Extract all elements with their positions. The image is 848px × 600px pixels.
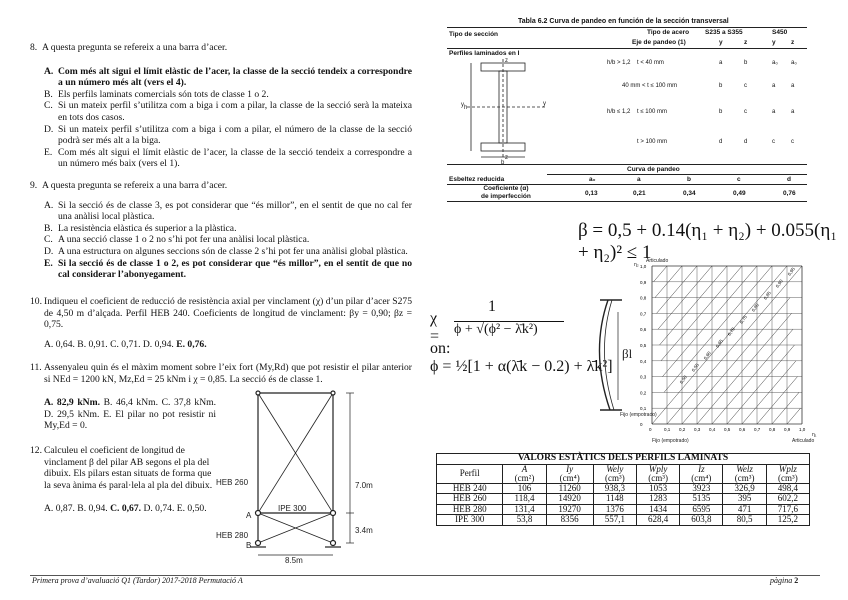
- chart-x-tick: 0,3: [694, 427, 701, 432]
- chart-curve-label: 0,55: [690, 362, 700, 373]
- frame-dim-w: 8.5m: [285, 556, 303, 565]
- chart-iso-line: [727, 345, 795, 424]
- profiles-row: [437, 483, 810, 494]
- q9-option-letter: A.: [44, 199, 54, 211]
- profiles-header-symbol: Iz: [698, 463, 705, 474]
- frame-node-a: A: [246, 511, 252, 520]
- row-curve-value: a₀: [772, 60, 778, 66]
- profiles-cell: 628,4: [636, 515, 679, 526]
- profiles-title: VALORS ESTÀTICS DELS PERFILS LAMINATS: [437, 454, 810, 465]
- question-12-number: 12.: [30, 445, 42, 456]
- chart-curve-label: 0,65: [714, 338, 724, 349]
- profiles-cell: 19270: [546, 504, 593, 515]
- q8-option-d: [44, 124, 412, 147]
- question-8-options: [44, 66, 412, 170]
- row-thickness: 40 mm < t ≤ 100 mm: [622, 83, 678, 89]
- q9-option-letter: C.: [44, 234, 53, 246]
- coef-label-2: de imperfección: [481, 192, 531, 200]
- q8-option-e: [44, 147, 412, 170]
- table-6-2-steel-a: S235 a S355: [705, 29, 743, 36]
- row-curve-value: c: [772, 139, 775, 145]
- profiles-header-unit: (cm³): [778, 472, 798, 483]
- chart-x-tick: 0,2: [679, 427, 686, 432]
- i-profile-drawing: [457, 58, 557, 166]
- chart-x-tick: 0,9: [784, 427, 791, 432]
- profiles-cell: 603,8: [680, 515, 723, 526]
- chart-x-tick: 1,0: [799, 427, 806, 432]
- question-9-number: 9.: [30, 180, 38, 191]
- row-thickness: t ≤ 100 mm: [637, 109, 667, 115]
- coef-value: 0,13: [585, 190, 598, 197]
- footer-page-number: 2: [794, 576, 799, 585]
- chart-iso-line: [787, 408, 801, 424]
- q9-option-letter: B.: [44, 222, 53, 234]
- q8-option-text: Si un mateix perfil s’utilitza com a biga i com a pilar, el número de la classe de la secció podrà ser més alt a la biga.: [58, 123, 412, 147]
- profiles-cell: 1053: [636, 483, 679, 494]
- svg-text:b: b: [501, 160, 505, 166]
- q9-option-letter: D.: [44, 245, 54, 257]
- phi-formula: ϕ = ½[1 + α(λ̄k − 0.2) + λ̄k²]: [430, 358, 613, 375]
- svg-text:z: z: [505, 155, 508, 161]
- profiles-cell: 14920: [546, 494, 593, 505]
- profiles-table-wrap: [436, 453, 810, 526]
- profiles-cell: IPE 300: [437, 515, 503, 526]
- row-thickness: t > 100 mm: [637, 139, 668, 145]
- q9-option-d: [44, 246, 412, 258]
- profiles-header-unit: (cm⁴): [559, 472, 580, 483]
- profiles-header-symbol: Perfil: [459, 468, 480, 478]
- profiles-table: [436, 453, 810, 526]
- frame-dim-h2: 3.4m: [355, 526, 373, 535]
- q8-option-a: [44, 66, 412, 89]
- chart-iso-line: [757, 377, 798, 424]
- profiles-header-cell: [593, 464, 636, 483]
- q8-option-letter: B.: [44, 88, 53, 100]
- q8-option-letter: E.: [44, 146, 53, 158]
- chart-iso-line: [660, 266, 728, 345]
- q9-option-text: A una secció classe 1 o 2 no s’hi pot fer una anàlisi local plàstica.: [58, 234, 310, 246]
- question-12-answers-b: D. 0,74. E. 0,50.: [143, 503, 207, 515]
- profiles-header-cell: [723, 464, 766, 483]
- beta-chart: [612, 256, 844, 446]
- profiles-cell: 557,1: [593, 515, 636, 526]
- profiles-header-unit: (cm³): [605, 472, 625, 483]
- profiles-cell: HEB 240: [437, 483, 503, 494]
- q9-option-text: A una estructura on algunes seccions són de classe 2 s’hi pot fer una anàlisi global plàstica.: [58, 245, 408, 257]
- profiles-header-unit: (cm⁴): [691, 472, 712, 483]
- question-8-stem: A questa pregunta se refereix a una barra d’acer.: [42, 42, 228, 53]
- profiles-header-symbol: Iy: [566, 463, 574, 474]
- q8-option-c: [44, 100, 412, 123]
- profiles-header-symbol: A: [521, 463, 528, 474]
- row-curve-value: a: [791, 83, 795, 89]
- chart-curve-label: 0,60: [702, 350, 712, 361]
- profiles-cell: 395: [723, 494, 766, 505]
- chart-curve-label: 0,90: [774, 278, 784, 289]
- footer-right: [770, 576, 798, 585]
- profiles-cell: 938,3: [593, 483, 636, 494]
- profiles-cell: HEB 280: [437, 504, 503, 515]
- profiles-cell: 1376: [593, 504, 636, 515]
- profiles-header-cell: [437, 464, 503, 483]
- question-11-stem: Assenyaleu quin és el màxim moment sobre l’eix fort (My,Rd) que pot resistir el pilar anterior si NEd = 1200 kN, Mz,Ed = 25 kNm i χ = 0,85. La secció és de classe 1.: [44, 362, 412, 385]
- profiles-cell: 1148: [593, 494, 636, 505]
- chart-bottom-left: Fijo (empotrado): [652, 438, 689, 444]
- profiles-row: [437, 515, 810, 526]
- frame-label-ipe300: IPE 300: [278, 504, 307, 513]
- q9-option-letter: E.: [44, 257, 53, 269]
- row-curve-value: a: [772, 109, 776, 115]
- q8-option-letter: C.: [44, 100, 53, 112]
- question-9-options: [44, 200, 412, 281]
- profiles-header-cell: [546, 464, 593, 483]
- footer-left: Primera prova d’avaluació Q1 (Tardor) 2017-2018 Permutació A: [32, 576, 243, 585]
- question-11-number: 11.: [30, 362, 42, 373]
- on-label: on:: [430, 340, 451, 357]
- curve-name: a₀: [589, 176, 596, 183]
- profiles-header-cell: [636, 464, 679, 483]
- chart-y-title: Articulado: [646, 258, 669, 264]
- q8-option-letter: A.: [44, 65, 54, 77]
- row-curve-value: c: [791, 139, 794, 145]
- chart-y-tick: 0: [640, 422, 643, 427]
- question-8-number: 8.: [30, 42, 38, 53]
- row-curve-value: b: [719, 109, 723, 115]
- chart-y-tick: 0,6: [640, 327, 647, 333]
- row-thickness: t < 40 mm: [637, 60, 664, 66]
- profiles-header-unit: (cm²): [514, 472, 535, 483]
- question-11-correct: A. 82,9 kNm.: [44, 397, 100, 408]
- profiles-row: [437, 504, 810, 515]
- profiles-cell: 326,9: [723, 483, 766, 494]
- row-curve-value: a: [791, 109, 795, 115]
- question-11-answers-block: [44, 397, 216, 432]
- row-curve-value: a: [772, 83, 776, 89]
- profiles-header-unit: (cm³): [648, 472, 668, 483]
- chart-x-tick: 0,6: [739, 427, 746, 432]
- profiles-cell: 8356: [546, 515, 593, 526]
- q9-option-text: La resistència elàstica és superior a la plàstica.: [58, 222, 237, 234]
- chart-y-tick: 0,2: [640, 390, 647, 396]
- question-11-answers: B. 46,4 kNm. C. 37,8 kNm. D. 29,5 kNm. E. El pilar no pot resistir ni My,Ed = 0.: [44, 397, 216, 432]
- chi-lhs: χ =: [430, 310, 440, 345]
- q9-option-b: [44, 223, 412, 235]
- table-6-2-steel-b: S450: [772, 29, 788, 36]
- profiles-cell: 106: [503, 483, 546, 494]
- frame-label-heb260: HEB 260: [216, 478, 249, 487]
- chart-curve-label: 0,75: [738, 314, 748, 325]
- profiles-cell: 131,4: [503, 504, 546, 515]
- frame-dim-h1: 7.0m: [355, 481, 373, 490]
- row-curve-value: c: [744, 83, 747, 89]
- chart-y-tick: 0,3: [640, 374, 647, 380]
- frame-diagram: [210, 385, 400, 565]
- profiles-header-symbol: Wply: [648, 463, 668, 474]
- q8-option-letter: D.: [44, 123, 54, 135]
- beta-l-label: βl: [622, 346, 633, 361]
- coef-value: 0,76: [783, 190, 796, 197]
- chart-eta1: η₁: [812, 432, 817, 438]
- question-12-answers-a: A. 0,87. B. 0,94.: [44, 503, 108, 515]
- chart-curve-label: 0,50: [678, 374, 688, 385]
- slenderness-label: Esbeltez reducida: [449, 176, 505, 183]
- profiles-body: [437, 483, 810, 525]
- coef-value: 0,49: [733, 190, 746, 197]
- chart-y-tick: 0,8: [640, 295, 647, 301]
- chart-left-bottom: Fijo (empotrado): [620, 412, 657, 418]
- beta-formula: β = 0,5 + 0.14(η₁ + η₂) + 0.055(η₁ + η₂)² ≤ 1: [578, 220, 837, 263]
- table-6-2: [447, 27, 807, 203]
- profiles-cell: HEB 260: [437, 494, 503, 505]
- frame-label-heb280: HEB 280: [216, 531, 249, 540]
- chart-y-tick: 0,9: [640, 279, 647, 285]
- q9-option-c: [44, 234, 412, 246]
- chart-curve-label: 0,70: [726, 326, 736, 337]
- question-10-number: 10.: [30, 296, 42, 307]
- chart-y-tick: 0,4: [640, 358, 647, 364]
- axis-header: y: [719, 39, 723, 46]
- question-9-stem: A questa pregunta se refereix a una barra d’acer.: [42, 180, 228, 191]
- svg-text:y: y: [543, 101, 546, 107]
- row-curve-value: b: [719, 83, 723, 89]
- q9-option-e: [44, 258, 412, 281]
- question-10-stem: Indiqueu el coeficient de reducció de resistència axial per vinclament (χ) d’un pilar d’acer S275 de 4,50 m d’alçada. Perfil HEB 240. Coeficients de longitud de vinclament: βy = 0,90; βz = 0,75.: [44, 296, 412, 331]
- coef-value: 0,21: [633, 190, 646, 197]
- chart-eta2: η₂: [634, 262, 639, 268]
- chart-curve-label: 0,95: [786, 266, 796, 277]
- coef-label: [481, 185, 531, 200]
- chart-iso-line: [697, 313, 792, 424]
- footer-page-label: pàgina: [770, 576, 793, 585]
- chart-y-tick: 0,1: [640, 406, 647, 412]
- question-8: [30, 42, 412, 170]
- axis-header: y: [772, 39, 776, 46]
- chart-iso-line: [654, 266, 668, 282]
- profiles-cell: 1434: [636, 504, 679, 515]
- chart-curve-label: 0,85: [762, 290, 772, 301]
- question-10: [30, 296, 412, 350]
- question-9: [30, 180, 412, 281]
- q8-option-b: [44, 89, 412, 101]
- svg-text:h: h: [464, 105, 468, 111]
- curve-name: c: [737, 176, 741, 183]
- frame-node-b: B: [246, 541, 252, 550]
- row-curve-value: a: [719, 60, 723, 66]
- chart-curve-label: 0,80: [750, 302, 760, 313]
- profiles-header-unit: (cm³): [734, 472, 755, 483]
- question-11: [30, 362, 412, 385]
- profiles-cell: 471: [723, 504, 766, 515]
- profiles-cell: 717,6: [766, 504, 809, 515]
- q8-option-text: Com més alt sigui el límit elàstic de l’acer, la classe de la secció tendeix a correspondre a un número més baix (vers el 1).: [58, 146, 412, 170]
- row-curve-value: d: [744, 139, 748, 145]
- row-curve-value: c: [744, 109, 747, 115]
- question-10-correct: E. 0,76.: [176, 338, 207, 350]
- chart-x-tick: 0,1: [664, 427, 671, 432]
- chart-x-tick: 0,5: [724, 427, 731, 432]
- table-6-2-col-section: Tipo de sección: [449, 31, 499, 38]
- question-12-correct: C. 0,67.: [110, 503, 142, 515]
- profiles-row: [437, 494, 810, 505]
- q9-option-text: Si la secció és de classe 3, es pot considerar que “és millor”, en el sentit de que no cal fer una anàlisi local plàstica.: [58, 199, 412, 223]
- row-condition: h/b ≤ 1,2: [607, 109, 631, 115]
- profiles-cell: 498,4: [766, 483, 809, 494]
- profiles-header-cell: [503, 464, 546, 483]
- row-curve-value: a₀: [791, 60, 797, 66]
- svg-text:y: y: [461, 102, 464, 108]
- profiles-cell: 1283: [636, 494, 679, 505]
- profiles-header-row: [437, 464, 810, 483]
- q8-option-text: Els perfils laminats comercials són tots de classe 1 o 2.: [58, 88, 269, 100]
- chi-denominator: ϕ + √(ϕ² − λ̄k²): [454, 322, 538, 337]
- table-6-2-profiles-label: Perfiles laminados en I: [449, 50, 520, 57]
- profiles-header-symbol: Wplz: [778, 463, 797, 474]
- coef-value: 0,34: [683, 190, 696, 197]
- profiles-cell: 6595: [680, 504, 723, 515]
- axis-header: z: [791, 39, 795, 46]
- question-12: [30, 445, 216, 515]
- profiles-header-cell: [766, 464, 809, 483]
- profiles-cell: 80,5: [723, 515, 766, 526]
- axis-header: z: [744, 39, 748, 46]
- profiles-cell: 5135: [680, 494, 723, 505]
- q8-option-text: Si un mateix perfil s’utilitza com a biga i com a pilar, la classe de la secció serà la mateixa en tots dos casos.: [58, 100, 412, 123]
- curve-name: b: [687, 176, 691, 183]
- profiles-header-symbol: Welz: [736, 463, 753, 474]
- profiles-header-symbol: Wely: [606, 463, 624, 474]
- q9-option-text: Si la secció és de classe 1 o 2, es pot considerar que “és millor”, en el sentit de que no cal considerar l’abonyegament.: [58, 257, 412, 281]
- chart-y-tick: 0,7: [640, 311, 647, 317]
- q8-option-text: Com més alt sigui el límit elàstic de l’acer, la classe de la secció tendeix a correspondre a un número més alt (vers el 4).: [58, 65, 412, 89]
- chart-y-tick: 0,5: [640, 343, 647, 348]
- svg-text:z: z: [505, 58, 508, 64]
- profiles-cell: 3923: [680, 483, 723, 494]
- chart-x-tick: 0,4: [709, 427, 716, 432]
- curve-name: a: [637, 176, 641, 183]
- profiles-cell: 125,2: [766, 515, 809, 526]
- table-6-2-title: Tabla 6.2 Curva de pandeo en función de la sección transversal: [518, 18, 729, 25]
- coef-label-1: Coeficiente (α): [483, 185, 529, 192]
- row-curve-value: b: [744, 60, 748, 66]
- profiles-cell: 602,2: [766, 494, 809, 505]
- chi-numerator: 1: [488, 298, 496, 315]
- chart-iso-line: [657, 266, 698, 313]
- question-12-stem: Calculeu el coeficient de longitud de vinclament β del pilar AB segons el pla del dibuix. Els pilars estan situats de forma que la seva ànima és paral·lela al pla del dibuix.: [44, 445, 213, 491]
- chart-y-tick: 1,0: [640, 264, 647, 269]
- profiles-cell: 11260: [546, 483, 593, 494]
- curve-name: d: [787, 176, 791, 183]
- profiles-cell: 118,4: [503, 494, 546, 505]
- row-curve-value: d: [719, 139, 723, 145]
- question-10-answers: A. 0,64. B. 0,91. C. 0,71. D. 0,94.: [44, 338, 174, 350]
- curve-title: Curva de pandeo: [627, 166, 680, 173]
- chart-x-tick: 0,8: [769, 427, 776, 432]
- table-6-2-col-steel: Tipo de acero: [647, 29, 690, 36]
- q9-option-a: [44, 200, 412, 223]
- chart-x-title: Articulado: [792, 438, 815, 444]
- table-6-2-col-axis: Eje de pandeo (1): [632, 39, 686, 46]
- row-condition: h/b > 1,2: [607, 60, 631, 66]
- chart-x-tick: 0,7: [754, 427, 761, 432]
- profiles-header-cell: [680, 464, 723, 483]
- profiles-cell: 53,8: [503, 515, 546, 526]
- chart-x-tick: 0: [649, 427, 652, 432]
